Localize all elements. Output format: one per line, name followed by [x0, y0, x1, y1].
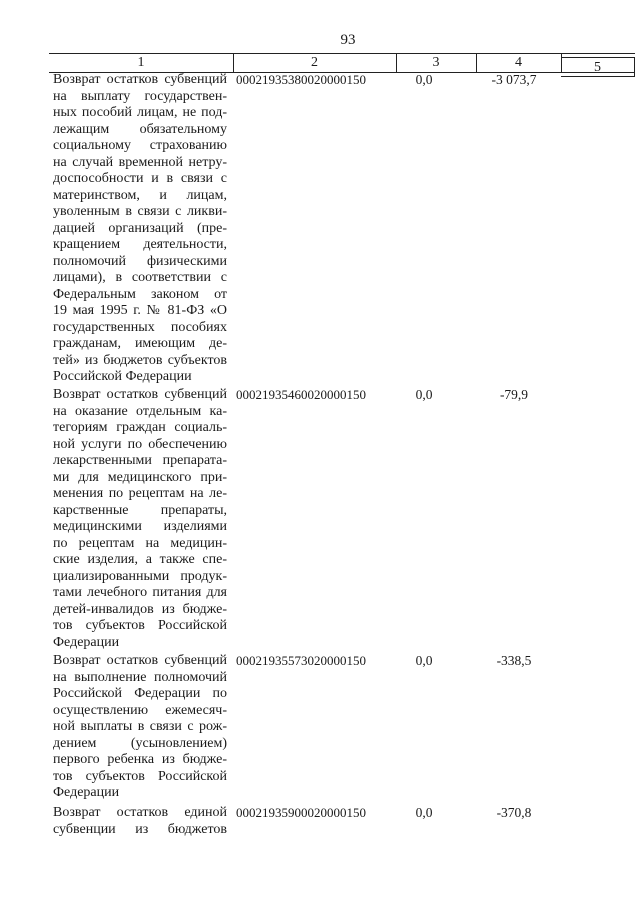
description-line: детей-инвалидов из бюдже-	[53, 601, 227, 617]
page-number: 93	[340, 32, 356, 48]
description-line: циализированными продук-	[53, 568, 227, 584]
row-code: 00021935573020000150	[236, 653, 366, 668]
description-line: первого ребенка из бюдже-	[53, 752, 227, 767]
description-line: Возврат остатков субвенций	[53, 72, 227, 87]
description-line: Федерации	[53, 634, 120, 650]
description-line: тов субъектов Российской	[53, 768, 227, 784]
description-line: уволенным в связи с ликви-	[53, 204, 227, 219]
row-col4-value: -370,8	[496, 805, 532, 820]
description-line: дацией организаций (пре-	[53, 220, 227, 236]
description-line: Российской Федерации	[53, 369, 192, 384]
description-line: по рецептам на медицин-	[53, 535, 227, 551]
row-description	[53, 653, 227, 802]
description-line: Возврат остатков субвенций	[53, 653, 227, 668]
description-line: на случай временной нетру-	[53, 154, 227, 170]
description-line: Российской Федерации по	[53, 686, 227, 701]
row-description	[53, 805, 227, 838]
description-line: лежащим обязательному	[53, 121, 227, 137]
description-line: дением (усыновлением)	[53, 735, 227, 751]
header-col-3: 3	[432, 55, 440, 70]
description-line: Возврат остатков субвенций	[53, 387, 227, 402]
description-line: лекарственными препарата-	[53, 453, 227, 468]
description-line: 19 мая 1995 г. № 81-ФЗ «О	[53, 303, 227, 318]
row-col4-value: -338,5	[496, 653, 532, 668]
description-line: ной выплаты в связи с рож-	[53, 719, 227, 734]
row-code: 00021935460020000150	[236, 387, 366, 402]
description-line: ной услуги по обеспечению	[53, 436, 227, 452]
row-description	[53, 72, 227, 386]
header-col-2: 2	[311, 55, 318, 70]
description-line: тов субъектов Российской	[53, 618, 227, 633]
table-header-row	[49, 53, 635, 73]
description-line: осуществлению ежемесяч-	[53, 702, 227, 718]
row-code: 00021935900020000150	[236, 805, 366, 820]
description-line: на выплату государствен-	[53, 88, 227, 104]
description-line: Федеральным законом от	[53, 286, 227, 302]
description-line: тами лечебного питания для	[53, 585, 227, 600]
row-col4-value: -79,9	[499, 387, 529, 402]
description-line: на выполнение полномочий	[53, 669, 227, 685]
description-line: ми для медицинского при-	[53, 469, 227, 485]
description-line: Возврат остатков единой	[53, 805, 227, 820]
description-line: гражданам, имеющим де-	[53, 336, 227, 351]
description-line: материнством, и лицам,	[53, 187, 227, 203]
description-line: субвенции из бюджетов	[53, 821, 227, 837]
description-line: тегориям граждан социаль-	[53, 420, 227, 435]
description-line: ных пособий лицам, не под-	[53, 105, 227, 120]
description-line: карственные препараты,	[53, 502, 227, 518]
description-line: кращением деятельности,	[53, 237, 227, 252]
description-line: тей» из бюджетов субъектов	[53, 352, 227, 368]
row-col3-value: 0,0	[415, 72, 433, 87]
description-line: Федерации	[53, 785, 120, 800]
header-col-4: 4	[515, 55, 522, 70]
description-line: ские изделия, а также спе-	[53, 552, 227, 567]
row-code: 00021935380020000150	[236, 72, 366, 87]
description-line: полномочий физическими	[53, 253, 227, 269]
row-description	[53, 387, 227, 651]
description-line: лицами), в соответствии с	[53, 270, 227, 285]
row-col4-value: -3 073,7	[491, 72, 537, 87]
row-col3-value: 0,0	[415, 805, 433, 820]
row-col3-value: 0,0	[415, 653, 433, 668]
description-line: государственных пособиях	[53, 319, 227, 335]
description-line: менения по рецептам на ле-	[53, 486, 227, 501]
description-line: медицинскими изделиями	[53, 519, 227, 534]
description-line: на оказание отдельным ка-	[53, 403, 227, 419]
header-col-1: 1	[137, 55, 145, 70]
row-col3-value: 0,0	[415, 387, 433, 402]
header-col-5: 5	[561, 57, 635, 77]
description-line: социальному страхованию	[53, 138, 227, 153]
description-line: доспособности и в связи с	[53, 171, 227, 186]
